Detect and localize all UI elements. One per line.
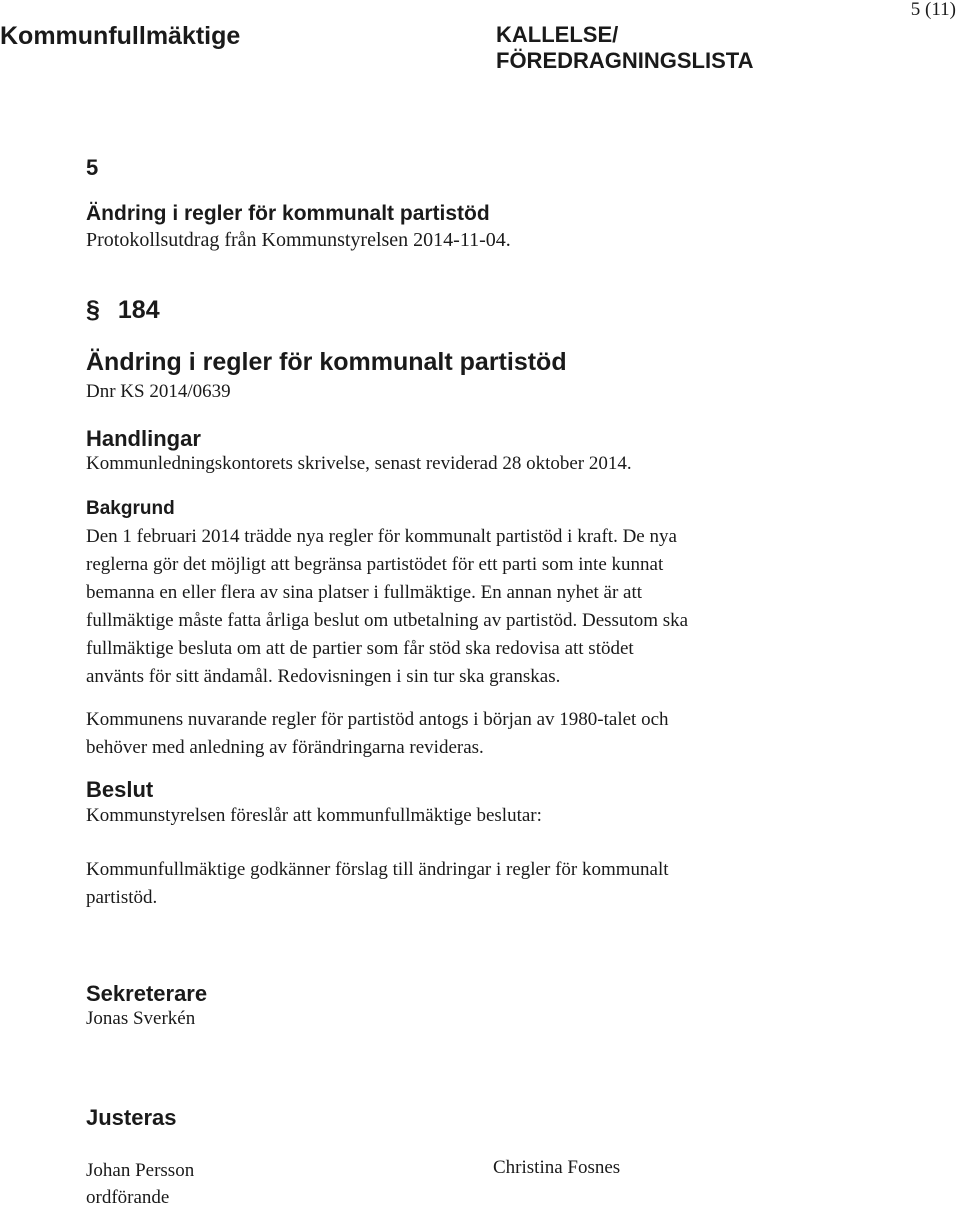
- text-line: bemanna en eller flera av sina platser i fullmäktige. En annan nyhet är att: [86, 582, 643, 603]
- text-line: behöver med anledning av förändringarna revideras.: [86, 737, 484, 758]
- justeras-heading: Justeras: [86, 1105, 177, 1130]
- paragraph-number-value: 184: [117, 296, 160, 324]
- item-title: Ändring i regler för kommunalt partistöd: [86, 202, 490, 225]
- dnr: Dnr KS 2014/0639: [86, 381, 231, 402]
- text-line: Den 1 februari 2014 trädde nya regler för kommunalt partistöd i kraft. De nya: [86, 526, 677, 547]
- header-doc-type-line1: KALLELSE/: [496, 22, 619, 47]
- beslut-heading: Beslut: [86, 777, 154, 802]
- bakgrund-heading: Bakgrund: [86, 498, 175, 519]
- beslut-intro: Kommunstyrelsen föreslår att kommunfullmäktige beslutar:: [86, 805, 542, 826]
- text-line: Kommunens nuvarande regler för partistöd antogs i början av 1980-talet och: [86, 709, 669, 730]
- text-line: partistöd.: [86, 887, 158, 908]
- signature-block-2: [493, 1157, 620, 1179]
- paragraph-mark: §: [86, 296, 100, 324]
- paragraph-number: [86, 296, 160, 325]
- bakgrund-paragraph-2: [86, 706, 786, 762]
- page-number: 5 (11): [910, 0, 956, 20]
- header-org: Kommunfullmäktige: [0, 22, 241, 50]
- signature-block-1: [86, 1157, 194, 1211]
- bakgrund-paragraph-1: [86, 523, 786, 691]
- handlingar-heading: Handlingar: [86, 426, 201, 451]
- text-line: fullmäktige besluta om att de partier som får stöd ska redovisa att stödet: [86, 638, 634, 659]
- signer-name: Christina Fosnes: [493, 1157, 621, 1178]
- text-line: reglerna gör det möjligt att begränsa partistödet för ett parti som inte kunnat: [86, 554, 664, 575]
- text-line: Kommunfullmäktige godkänner förslag till ändringar i regler för kommunalt: [86, 859, 669, 880]
- item-subtitle: Protokollsutdrag från Kommunstyrelsen 2014-11-04.: [86, 229, 511, 251]
- header-doc-type-line2: FÖREDRAGNINGSLISTA: [496, 48, 754, 73]
- beslut-text: [86, 856, 786, 912]
- item-number: 5: [86, 155, 99, 180]
- header-doc-type: [496, 22, 753, 74]
- handlingar-text: Kommunledningskontorets skrivelse, senast reviderad 28 oktober 2014.: [86, 453, 632, 474]
- sekreterare-name: Jonas Sverkén: [86, 1008, 196, 1029]
- text-line: använts för sitt ändamål. Redovisningen i sin tur ska granskas.: [86, 666, 561, 687]
- paragraph-title: Ändring i regler för kommunalt partistöd: [86, 348, 567, 376]
- text-line: fullmäktige måste fatta årliga beslut om utbetalning av partistöd. Dessutom ska: [86, 610, 689, 631]
- sekreterare-heading: Sekreterare: [86, 981, 208, 1006]
- signer-name: Johan Persson: [86, 1160, 195, 1181]
- signer-role: ordförande: [86, 1187, 170, 1208]
